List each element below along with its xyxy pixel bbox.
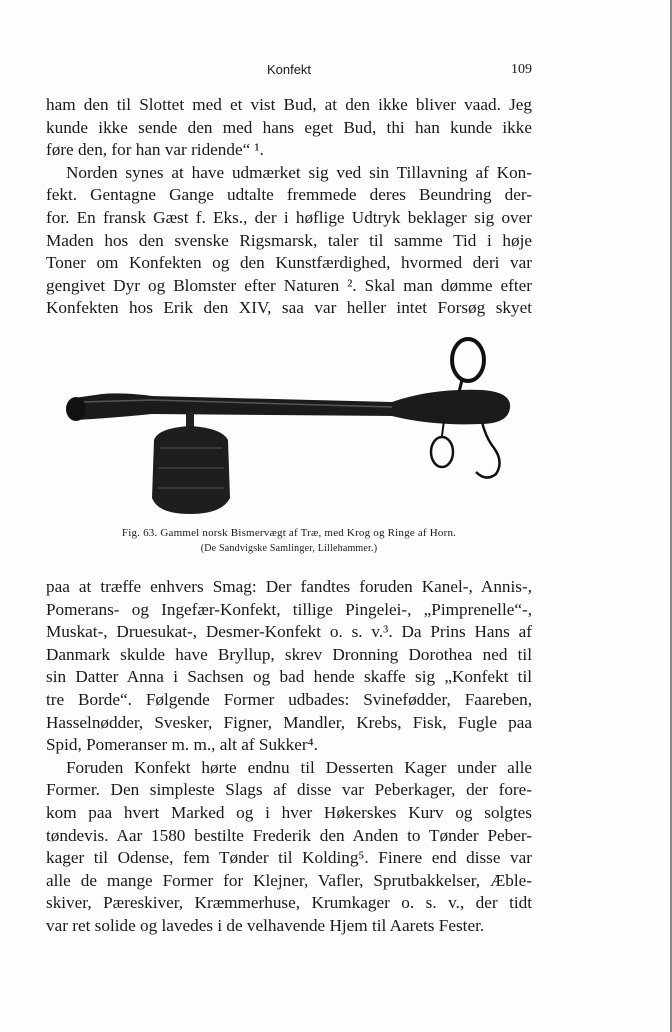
hook-icon bbox=[476, 422, 500, 478]
text-line: Foruden Konfekt hørte endnu til Desserten Kager under alle bbox=[66, 757, 532, 777]
page-header bbox=[46, 62, 532, 82]
caption-text: Fig. 63. Gammel norsk Bismervægt af Træ, med Krog og Ringe af Horn. bbox=[121, 527, 457, 539]
text-line: tre Borde“. Følgende Former udbades: Svinefødder, Faareben, bbox=[46, 689, 532, 709]
running-title: Konfekt bbox=[266, 62, 312, 77]
counterweight-shape bbox=[152, 426, 230, 514]
text-line: ham den til Slottet med et vist Bud, at den ikke bliver vaad. Jeg bbox=[46, 95, 532, 114]
text-line: Pomerans- og Ingefær-Konfekt, tillige Pingelei-, „Pimprenelle“-, bbox=[46, 599, 532, 619]
page-number: 109 bbox=[511, 62, 532, 77]
text-block-bottom bbox=[46, 576, 532, 938]
text-line: kom paa hvert Marked og i hver Høkerskes Kurv og solgtes bbox=[46, 802, 532, 822]
text-block-top bbox=[46, 94, 532, 320]
text-line: Konfekten hos Erik den XIV, saa var heller intet Forsøg skyet bbox=[46, 298, 532, 318]
text-line: skiver, Pæreskiver, Kræmmerhuse, Krumkager o. s. v., der tidt bbox=[46, 893, 532, 913]
figure-caption bbox=[46, 526, 532, 556]
text-line: Muskat-, Druesukat-, Desmer-Konfekt o. s. v.³. Da Prins Hans af bbox=[46, 622, 532, 642]
text-line: kager til Odense, fem Tønder til Kolding⁵. Finere end disse var bbox=[46, 848, 532, 868]
text-line: kunde ikke sende den med hans eget Bud, thi han kunde ikke bbox=[46, 117, 532, 137]
text-line: paa at træffe enhvers Smag: Der fandtes foruden Kanel-, Annis-, bbox=[46, 577, 532, 596]
beam-shape bbox=[68, 390, 510, 425]
text-line: Hasselnødder, Svesker, Figner, Mandler, Krebs, Fisk, Fugle paa bbox=[46, 712, 532, 732]
text-line: Spid, Pomeranser m. m., alt af Sukker⁴. bbox=[46, 735, 318, 755]
text-line: Danmark skulde have Bryllup, skrev Dronning Dorothea ned til bbox=[46, 644, 532, 664]
text-line: Norden synes at have udmærket sig ved sin Tillavning af Kon- bbox=[66, 162, 532, 182]
text-line: fekt. Gentagne Gange udtalte fremmede deres Beundring der- bbox=[46, 185, 532, 205]
text-line: gengivet Dyr og Blomster efter Naturen ². Skal man dømme efter bbox=[46, 275, 532, 295]
text-line: alle de mange Former for Klejner, Vafler, Sprutbakkelser, Æble- bbox=[46, 870, 532, 890]
small-ring-icon bbox=[431, 437, 453, 467]
text-line: føre den, for han var ridende“ ¹. bbox=[46, 140, 264, 160]
top-ring-icon bbox=[452, 339, 484, 381]
text-line: Toner om Konfekten og den Kunstfærdighed, hvormed deri var bbox=[46, 253, 532, 273]
text-line: sin Datter Anna i Sachsen og bad hende skaffe sig „Konfekt til bbox=[46, 667, 532, 687]
text-line: Maden hos den svenske Rigsmarsk, taler til samme Tid i høje bbox=[46, 230, 532, 250]
text-line: var ret solide og lavedes i de velhavende Hjem til Aarets Fester. bbox=[46, 915, 485, 935]
text-line: for. En fransk Gæst f. Eks., der i høflige Udtryk beklager sig over bbox=[46, 207, 532, 227]
text-line: tøndevis. Aar 1580 bestilte Frederik den Anden to Tønder Peber- bbox=[46, 825, 532, 845]
caption-source: (De Sandvigske Samlinger, Lillehammer.) bbox=[200, 543, 378, 554]
text-line: Former. Den simpleste Slags af disse var Peberkager, der fore- bbox=[46, 780, 532, 800]
figure-steelyard-image bbox=[62, 328, 522, 523]
